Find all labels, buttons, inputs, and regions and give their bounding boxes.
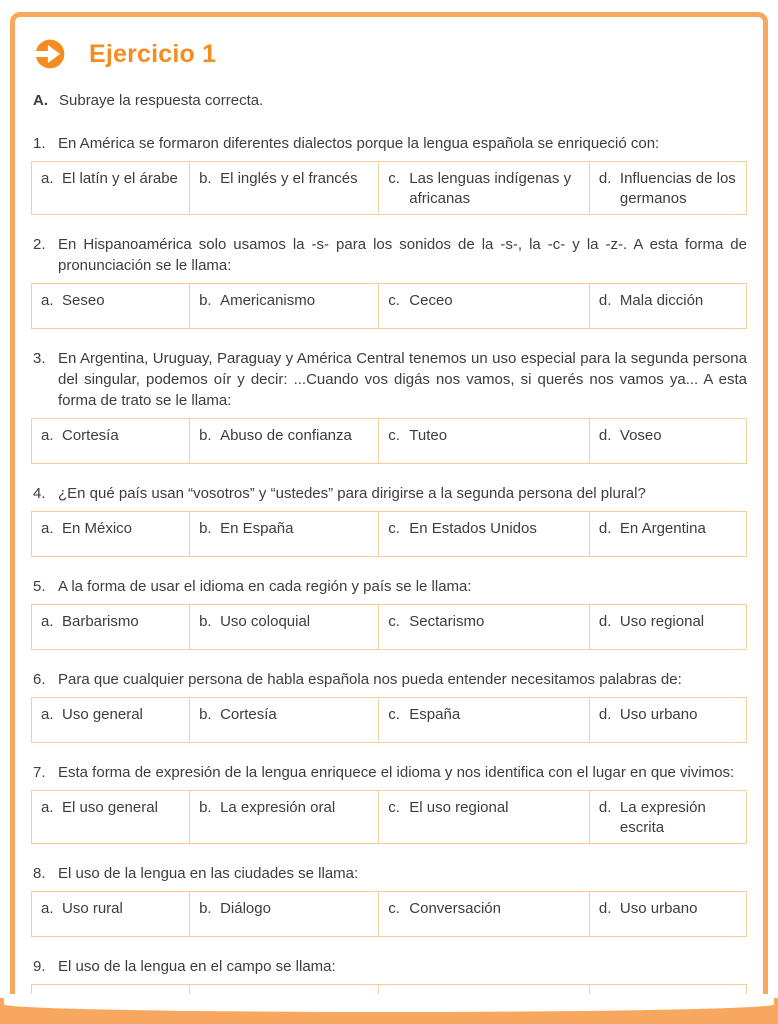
option-letter: d. bbox=[598, 613, 612, 630]
option-cell bbox=[378, 419, 589, 463]
instruction-row bbox=[33, 91, 749, 111]
option-letter: d. bbox=[598, 427, 612, 444]
option-cell bbox=[589, 162, 746, 214]
option-letter: c. bbox=[388, 520, 400, 537]
question-row bbox=[31, 762, 747, 783]
option-letter: d. bbox=[598, 170, 612, 187]
option-cell bbox=[189, 892, 378, 936]
option-letter: a. bbox=[41, 613, 54, 630]
question-text: El uso de la lengua en el campo se llama: bbox=[58, 958, 336, 975]
option-text: El inglés y el francés bbox=[220, 170, 358, 187]
question-number: 2. bbox=[33, 236, 46, 253]
options-table bbox=[31, 697, 747, 743]
options-table bbox=[31, 161, 747, 215]
option-letter: a. bbox=[41, 170, 54, 187]
question-number: 8. bbox=[33, 865, 46, 882]
question-row bbox=[31, 483, 747, 504]
page-title: Ejercicio 1 bbox=[89, 39, 217, 68]
option-cell bbox=[32, 698, 189, 742]
option-letter: b. bbox=[199, 292, 212, 309]
option-text: Americanismo bbox=[220, 292, 316, 309]
option-letter: a. bbox=[41, 292, 54, 309]
option-text: La expresión oral bbox=[220, 799, 336, 816]
question-text: Esta forma de expresión de la lengua enriquece el idioma y nos identifica con el lugar en que vivimos: bbox=[58, 764, 735, 781]
option-text: El uso regional bbox=[409, 799, 509, 816]
question-number: 6. bbox=[33, 671, 46, 688]
option-letter: a. bbox=[41, 427, 54, 444]
questions-list bbox=[29, 133, 749, 1024]
option-text: Voseo bbox=[619, 427, 662, 444]
question-row bbox=[31, 234, 747, 276]
option-text: España bbox=[409, 706, 461, 723]
option-text: En Argentina bbox=[619, 520, 706, 537]
option-cell bbox=[189, 791, 378, 843]
option-cell bbox=[32, 791, 189, 843]
option-cell bbox=[189, 419, 378, 463]
option-text: En México bbox=[62, 520, 133, 537]
question-text: En Argentina, Uruguay, Paraguay y América Central tenemos un uso especial para la segunda persona del singular, podemos oír y decir: ...Cuando vos digás nos vamos, si querés nos vamos ya... A esta forma de trato se le llama: bbox=[58, 350, 747, 409]
option-text: Uso general bbox=[62, 706, 143, 723]
option-cell bbox=[589, 892, 746, 936]
option-text: Barbarismo bbox=[62, 613, 139, 630]
section-label: A. bbox=[33, 92, 48, 109]
option-letter: b. bbox=[199, 706, 212, 723]
option-text: Sectarismo bbox=[409, 613, 485, 630]
question-row bbox=[31, 576, 747, 597]
options-table bbox=[31, 283, 747, 329]
option-text: Tuteo bbox=[409, 427, 448, 444]
option-cell bbox=[589, 284, 746, 328]
arrow-right-circle-icon bbox=[33, 37, 67, 71]
exercise-header bbox=[33, 37, 749, 71]
option-letter: b. bbox=[199, 799, 212, 816]
option-text: Conversación bbox=[409, 900, 501, 917]
option-letter: b. bbox=[199, 427, 212, 444]
question-number: 5. bbox=[33, 578, 46, 595]
option-letter: d. bbox=[598, 706, 612, 723]
question-block bbox=[31, 762, 747, 844]
option-text: Cortesía bbox=[62, 427, 119, 444]
question-text: El uso de la lengua en las ciudades se llama: bbox=[58, 865, 359, 882]
option-text: Seseo bbox=[62, 292, 105, 309]
option-text: En España bbox=[220, 520, 294, 537]
option-cell bbox=[32, 284, 189, 328]
option-letter: c. bbox=[388, 706, 400, 723]
option-cell bbox=[378, 605, 589, 649]
option-cell bbox=[378, 284, 589, 328]
option-cell bbox=[32, 512, 189, 556]
question-row bbox=[31, 863, 747, 884]
option-letter: d. bbox=[598, 292, 612, 309]
question-block bbox=[31, 133, 747, 215]
options-table bbox=[31, 511, 747, 557]
option-letter: b. bbox=[199, 900, 212, 917]
option-cell bbox=[189, 162, 378, 214]
option-cell bbox=[189, 284, 378, 328]
option-letter: c. bbox=[388, 427, 400, 444]
question-number: 9. bbox=[33, 958, 46, 975]
question-number: 3. bbox=[33, 350, 46, 367]
option-letter: a. bbox=[41, 900, 54, 917]
option-cell bbox=[32, 892, 189, 936]
option-cell bbox=[32, 162, 189, 214]
question-block bbox=[31, 863, 747, 937]
option-cell bbox=[378, 791, 589, 843]
option-text: Uso urbano bbox=[619, 706, 698, 723]
option-letter: d. bbox=[598, 799, 612, 816]
question-row bbox=[31, 956, 747, 977]
question-row bbox=[31, 669, 747, 690]
option-letter: d. bbox=[598, 520, 612, 537]
option-cell bbox=[589, 791, 746, 843]
option-cell bbox=[32, 605, 189, 649]
options-table bbox=[31, 790, 747, 844]
option-letter: a. bbox=[41, 799, 54, 816]
option-text: Uso regional bbox=[619, 613, 705, 630]
option-text: Uso urbano bbox=[619, 900, 698, 917]
option-text: Ceceo bbox=[409, 292, 453, 309]
option-text: Uso coloquial bbox=[220, 613, 311, 630]
page-bottom-curve bbox=[4, 994, 774, 1012]
option-text: En Estados Unidos bbox=[409, 520, 537, 537]
option-cell bbox=[32, 419, 189, 463]
option-cell bbox=[589, 512, 746, 556]
question-text: En América se formaron diferentes dialectos porque la lengua española se enriqueció con: bbox=[58, 135, 660, 152]
option-cell bbox=[189, 605, 378, 649]
question-block bbox=[31, 348, 747, 464]
option-letter: c. bbox=[388, 613, 400, 630]
options-table bbox=[31, 891, 747, 937]
options-table bbox=[31, 604, 747, 650]
option-text: Uso rural bbox=[62, 900, 123, 917]
option-text: Diálogo bbox=[220, 900, 271, 917]
question-row bbox=[31, 348, 747, 411]
instruction-text: Subraye la respuesta correcta. bbox=[59, 92, 264, 109]
option-text: Cortesía bbox=[220, 706, 277, 723]
option-text: Mala dicción bbox=[619, 292, 704, 309]
question-number: 1. bbox=[33, 135, 46, 152]
option-cell bbox=[189, 512, 378, 556]
option-cell bbox=[589, 698, 746, 742]
option-cell bbox=[589, 605, 746, 649]
question-text: ¿En qué país usan “vosotros” y “ustedes” para dirigirse a la segunda persona del plural? bbox=[58, 485, 646, 502]
option-text: Abuso de confianza bbox=[220, 427, 352, 444]
option-letter: c. bbox=[388, 799, 400, 816]
option-cell bbox=[378, 162, 589, 214]
option-letter: c. bbox=[388, 900, 400, 917]
option-text: La expresión escrita bbox=[619, 799, 706, 836]
option-letter: b. bbox=[199, 613, 212, 630]
option-cell bbox=[378, 892, 589, 936]
option-letter: a. bbox=[41, 520, 54, 537]
option-letter: c. bbox=[388, 292, 400, 309]
question-block bbox=[31, 576, 747, 650]
option-letter: a. bbox=[41, 706, 54, 723]
option-letter: d. bbox=[598, 900, 612, 917]
option-cell bbox=[378, 698, 589, 742]
question-row bbox=[31, 133, 747, 154]
question-text: A la forma de usar el idioma en cada región y país se le llama: bbox=[58, 578, 472, 595]
option-text: Influencias de los germanos bbox=[619, 170, 736, 207]
question-number: 7. bbox=[33, 764, 46, 781]
page-frame bbox=[10, 12, 768, 1010]
options-table bbox=[31, 418, 747, 464]
question-text: Para que cualquier persona de habla española nos pueda entender necesitamos palabras de: bbox=[58, 671, 682, 688]
option-letter: c. bbox=[388, 170, 400, 187]
question-block bbox=[31, 234, 747, 329]
option-text: El uso general bbox=[62, 799, 158, 816]
option-cell bbox=[378, 512, 589, 556]
option-cell bbox=[589, 419, 746, 463]
question-block bbox=[31, 669, 747, 743]
question-number: 4. bbox=[33, 485, 46, 502]
option-cell bbox=[189, 698, 378, 742]
option-letter: b. bbox=[199, 170, 212, 187]
option-text: El latín y el árabe bbox=[62, 170, 178, 187]
option-text: Las lenguas indígenas y africanas bbox=[409, 170, 572, 207]
option-letter: b. bbox=[199, 520, 212, 537]
question-text: En Hispanoamérica solo usamos la -s- para los sonidos de la -s-, la -c- y la -z-. A esta forma de pronunciación se le llama: bbox=[58, 236, 747, 274]
question-block bbox=[31, 483, 747, 557]
